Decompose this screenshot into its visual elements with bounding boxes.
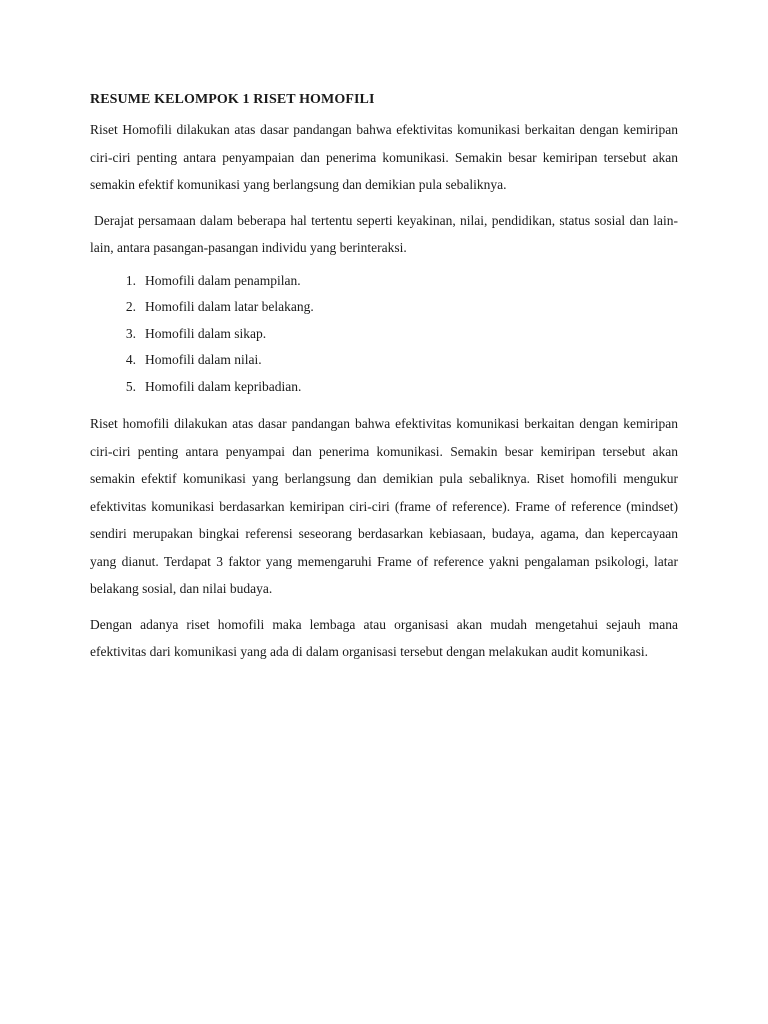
homofili-list bbox=[90, 268, 678, 401]
list-item bbox=[90, 321, 678, 348]
list-item-number: 3. bbox=[125, 325, 136, 341]
list-item-text: Homofili dalam kepribadian. bbox=[145, 378, 302, 394]
list-item-number: 1. bbox=[125, 272, 136, 288]
list-item-text: Homofili dalam sikap. bbox=[145, 325, 267, 341]
document-page bbox=[90, 90, 678, 666]
list-item-text: Homofili dalam penampilan. bbox=[145, 272, 301, 288]
list-item bbox=[90, 294, 678, 321]
list-item-text: Homofili dalam nilai. bbox=[145, 352, 262, 367]
list-item bbox=[90, 347, 678, 374]
paragraph-derajat: Derajat persamaan dalam beberapa hal tertentu seperti keyakinan, nilai, pendidikan, status sosial dan lain-lain, antara pasangan-pasangan individu yang berinteraksi. bbox=[90, 212, 678, 255]
list-item-number: 2. bbox=[125, 299, 136, 314]
list-item-number: 4. bbox=[125, 352, 136, 367]
list-item bbox=[90, 268, 678, 295]
paragraph-intro: Riset Homofili dilakukan atas dasar pandangan bahwa efektivitas komunikasi berkaitan dengan kemiripan ciri-ciri penting antara penyampaian dan penerima komunikasi. Semakin besar kemiripan tersebut akan semakin efektif komunikasi yang berlangsung dan demikian pula sebaliknya. bbox=[90, 122, 678, 192]
list-item-text: Homofili dalam latar belakang. bbox=[145, 299, 314, 314]
paragraph-conclusion: Dengan adanya riset homofili maka lembaga atau organisasi akan mudah mengetahui sejauh mana efektivitas dari komunikasi yang ada di dalam organisasi tersebut dengan melakukan audit komunikasi. bbox=[90, 616, 678, 659]
document-title: RESUME KELOMPOK 1 RISET HOMOFILI bbox=[90, 92, 375, 107]
paragraph-frame-of-reference: Riset homofili dilakukan atas dasar pandangan bahwa efektivitas komunikasi berkaitan dengan kemiripan ciri-ciri penting antara penyampai dan penerima komunikasi. Semakin besar kemiripan tersebut akan semakin efektif komunikasi yang berlangsung dan demikian pula sebaliknya. Riset homofili mengukur efektivitas komunikasi berdasarkan kemiripan ciri-ciri (frame of reference). Frame of reference (mindset) sendiri merupakan bingkai referensi seseorang berdasarkan kebiasaan, budaya, agama, dan kepercayaan yang dianut. Terdapat 3 faktor yang memengaruhi Frame of reference yakni pengalaman psikologi, latar belakang sosial, dan nilai budaya. bbox=[90, 416, 678, 596]
list-item bbox=[90, 374, 678, 401]
list-item-number: 5. bbox=[125, 378, 136, 394]
